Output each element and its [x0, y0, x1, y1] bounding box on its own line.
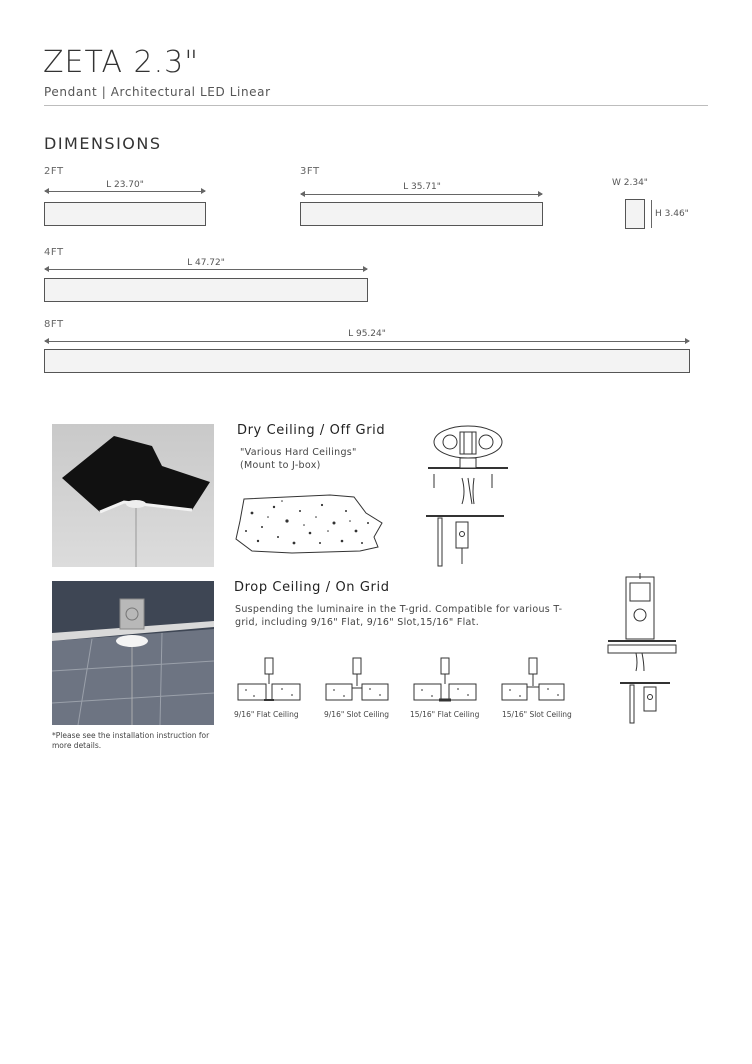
length-3ft: L 35.71": [392, 182, 452, 192]
dry-ceiling-photo: [52, 424, 214, 567]
fixture-bar-2ft: [44, 202, 206, 226]
fixture-profile: [625, 199, 645, 229]
size-label-2ft: 2FT: [44, 166, 64, 177]
tgrid-diagrams: [236, 656, 576, 706]
grid-type-1: 9/16" Flat Ceiling: [234, 710, 299, 719]
fixture-bar-3ft: [300, 202, 543, 226]
size-label-3ft: 3FT: [300, 166, 320, 177]
tgrid-mount-diagram: [606, 573, 678, 725]
header-divider: [44, 105, 708, 106]
drop-ceiling-description: Suspending the luminaire in the T-grid. Compatible for various T-grid, including 9/16" Flat, 9/16" Slot,15/16" Flat.: [235, 604, 563, 628]
profile-width: W 2.34": [612, 178, 662, 188]
dry-ceiling-line1: "Various Hard Ceilings": [240, 447, 357, 458]
length-4ft: L 47.72": [176, 258, 236, 268]
profile-height: H 3.46": [655, 209, 700, 219]
profile-height-line: [651, 200, 652, 228]
grid-type-2: 9/16" Slot Ceiling: [324, 710, 390, 719]
page-subtitle: Pendant | Architectural LED Linear: [44, 85, 271, 99]
drop-ceiling-photo: [52, 581, 214, 725]
dimension-line-2ft: [45, 191, 205, 192]
fixture-bar-4ft: [44, 278, 368, 302]
size-label-8ft: 8FT: [44, 319, 64, 330]
dimension-line-4ft: [45, 269, 367, 270]
size-label-4ft: 4FT: [44, 247, 64, 258]
dry-ceiling-line2: (Mount to J-box): [240, 460, 321, 471]
dimension-line-8ft: [45, 341, 689, 342]
jbox-mount-diagram: [420, 418, 522, 570]
installation-note: *Please see the installation instruction for more details.: [52, 731, 210, 751]
grid-type-4: 15/16" Slot Ceiling: [502, 710, 572, 719]
page-title: ZETA 2.3": [43, 45, 200, 80]
dimension-line-3ft: [301, 194, 542, 195]
grid-type-3: 15/16" Flat Ceiling: [410, 710, 480, 719]
drop-ceiling-heading: Drop Ceiling / On Grid: [234, 580, 390, 595]
fixture-bar-8ft: [44, 349, 690, 373]
length-2ft: L 23.70": [95, 180, 155, 190]
hard-ceiling-illustration: [232, 493, 384, 555]
dry-ceiling-heading: Dry Ceiling / Off Grid: [237, 423, 386, 438]
length-8ft: L 95.24": [336, 329, 398, 339]
dimensions-heading: DIMENSIONS: [44, 134, 162, 153]
